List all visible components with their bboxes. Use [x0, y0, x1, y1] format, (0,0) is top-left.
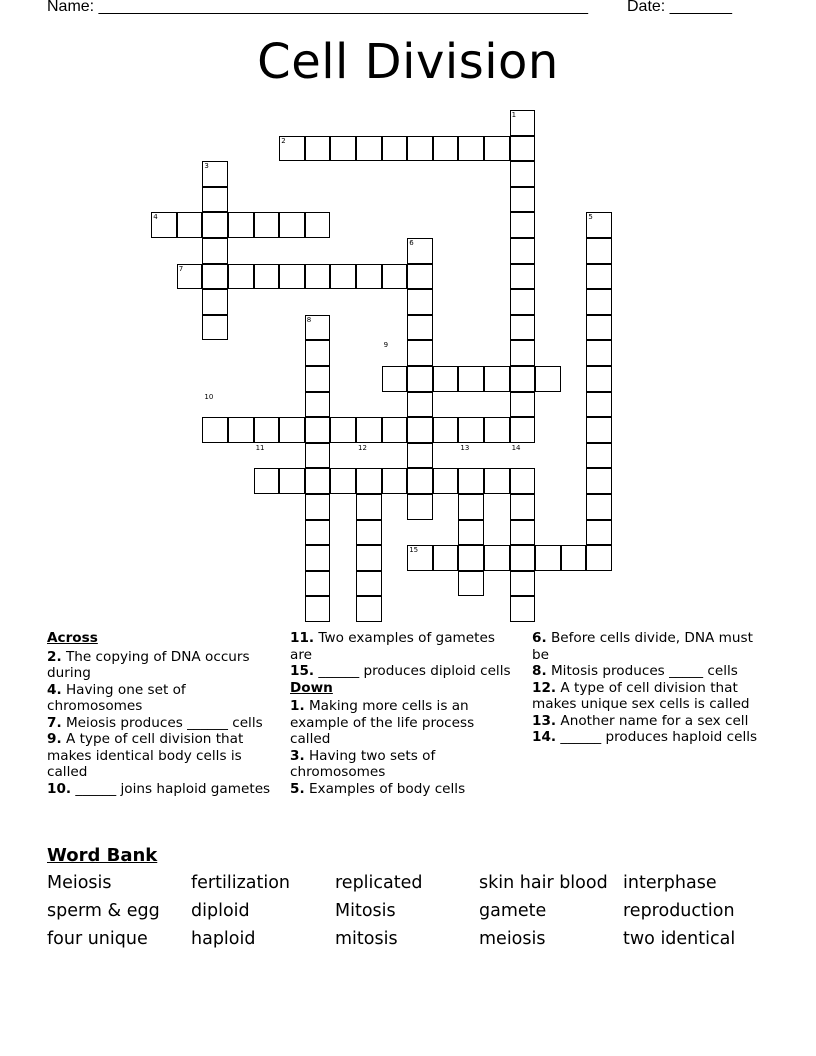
grid-cell[interactable]: [561, 545, 587, 571]
grid-cell[interactable]: [586, 468, 612, 494]
word-bank-item: gamete: [479, 901, 547, 921]
grid-cell[interactable]: [305, 212, 331, 238]
grid-cell[interactable]: [177, 264, 203, 290]
grid-cell[interactable]: [510, 136, 536, 162]
date-field-label[interactable]: Date: _______: [627, 0, 732, 15]
grid-cell[interactable]: [458, 136, 484, 162]
clue-number-label: 11.: [290, 630, 315, 646]
grid-cell[interactable]: [510, 571, 536, 597]
word-bank-item: haploid: [191, 929, 256, 949]
grid-cell[interactable]: [356, 417, 382, 443]
grid-cell[interactable]: [510, 315, 536, 341]
grid-cell[interactable]: [510, 366, 536, 392]
grid-cell[interactable]: [433, 136, 459, 162]
grid-cell[interactable]: [202, 238, 228, 264]
clue-number: 1: [511, 111, 517, 119]
grid-cell[interactable]: [356, 545, 382, 571]
grid-cell[interactable]: [433, 468, 459, 494]
grid-cell[interactable]: [586, 545, 612, 571]
grid-cell[interactable]: [458, 571, 484, 597]
grid-cell[interactable]: [586, 340, 612, 366]
grid-cell[interactable]: [279, 468, 305, 494]
grid-cell[interactable]: [356, 520, 382, 546]
grid-cell[interactable]: [510, 494, 536, 520]
clue: [47, 682, 272, 715]
clues-column-2: [290, 630, 515, 797]
clue-number: 14: [511, 443, 521, 452]
grid-cell[interactable]: [433, 545, 459, 571]
grid-cell[interactable]: [433, 366, 459, 392]
clue: [290, 630, 515, 663]
grid-cell[interactable]: [586, 443, 612, 469]
grid-cell[interactable]: [510, 392, 536, 418]
clue-text: ______ produces diploid cells: [314, 663, 511, 679]
grid-cell[interactable]: [407, 238, 433, 264]
clue-number: 4: [153, 213, 158, 222]
grid-cell[interactable]: [484, 417, 510, 443]
grid-cell[interactable]: [535, 366, 561, 392]
grid-cell[interactable]: [228, 212, 254, 238]
word-bank-item: interphase: [623, 873, 717, 893]
grid-cell[interactable]: [510, 161, 536, 187]
clue-number-label: 12.: [532, 679, 557, 696]
clue-number: 7: [178, 264, 184, 273]
grid-cell[interactable]: [202, 315, 228, 341]
grid-cell[interactable]: [305, 520, 331, 546]
clue-number-label: 5.: [290, 780, 305, 797]
clue-number: 9: [383, 341, 389, 350]
grid-cell[interactable]: [356, 136, 382, 162]
grid-cell[interactable]: [382, 468, 408, 494]
word-bank-item: sperm & egg: [47, 901, 160, 921]
clue: [532, 663, 770, 680]
across-clue-list-continued: [290, 630, 515, 680]
grid-cell[interactable]: [202, 264, 228, 290]
grid-cell[interactable]: [305, 596, 331, 622]
grid-cell[interactable]: [433, 417, 459, 443]
clue-number: 3: [204, 162, 209, 171]
grid-cell[interactable]: [407, 417, 433, 443]
across-clue-list: [47, 649, 272, 798]
grid-cell[interactable]: [407, 545, 433, 571]
across-heading: Across: [47, 630, 98, 646]
grid-cell[interactable]: [202, 212, 228, 238]
clue: [47, 649, 272, 682]
grid-cell[interactable]: [586, 212, 612, 238]
grid-cell[interactable]: [305, 571, 331, 597]
grid-cell[interactable]: [458, 494, 484, 520]
clue-number: 2: [281, 136, 286, 145]
clue-text: Examples of body cells: [304, 780, 466, 797]
grid-cell[interactable]: [305, 545, 331, 571]
grid-cell[interactable]: [356, 596, 382, 622]
grid-cell[interactable]: [407, 136, 433, 162]
clue-number-label: 7.: [47, 714, 62, 731]
clues-column-1: [47, 630, 272, 797]
clue: [47, 781, 272, 798]
clue-number-label: 14.: [532, 729, 557, 745]
grid-cell[interactable]: [202, 289, 228, 315]
grid-cell[interactable]: [228, 264, 254, 290]
grid-cell[interactable]: [407, 494, 433, 520]
grid-cell[interactable]: [458, 520, 484, 546]
grid-cell[interactable]: [202, 161, 228, 187]
grid-cell[interactable]: [305, 340, 331, 366]
grid-cell[interactable]: [407, 264, 433, 290]
grid-cell[interactable]: [586, 417, 612, 443]
grid-cell[interactable]: [586, 520, 612, 546]
grid-cell[interactable]: [586, 264, 612, 290]
grid-cell[interactable]: [510, 596, 536, 622]
word-bank-title: Word Bank: [47, 845, 158, 866]
grid-cell[interactable]: [177, 212, 203, 238]
grid-cell[interactable]: [305, 264, 331, 290]
grid-cell[interactable]: [535, 545, 561, 571]
grid-cell[interactable]: [510, 110, 536, 136]
clue: [47, 715, 272, 732]
clues-column-3: [532, 630, 770, 746]
grid-cell[interactable]: [356, 264, 382, 290]
clue-number-label: 2.: [47, 648, 62, 665]
grid-cell[interactable]: [407, 468, 433, 494]
clue-number: 8: [306, 315, 312, 324]
clue-number: 10: [204, 392, 214, 401]
clue-number: 13: [460, 443, 470, 452]
grid-cell[interactable]: [484, 136, 510, 162]
grid-cell[interactable]: [356, 571, 382, 597]
word-bank-item: fertilization: [191, 873, 291, 893]
clue-number-label: 9.: [47, 731, 62, 747]
grid-cell[interactable]: [382, 417, 408, 443]
grid-cell[interactable]: [586, 238, 612, 264]
grid-cell[interactable]: [484, 366, 510, 392]
clue: [290, 698, 515, 748]
clue-number: 5: [588, 213, 593, 222]
clue-text: Meiosis produces ______ cells: [61, 714, 263, 731]
clue-number: 6: [409, 239, 414, 247]
grid-cell[interactable]: [279, 417, 305, 443]
clue-number: 11: [255, 443, 265, 452]
grid-cell[interactable]: [305, 315, 331, 341]
grid-cell[interactable]: [305, 494, 331, 520]
clue-number-label: 1.: [290, 698, 305, 714]
word-bank-item: four unique: [47, 929, 148, 949]
grid-cell[interactable]: [510, 545, 536, 571]
clue: [532, 680, 770, 713]
grid-cell[interactable]: [586, 315, 612, 341]
grid-cell[interactable]: [510, 417, 536, 443]
grid-cell[interactable]: [407, 340, 433, 366]
grid-cell[interactable]: [407, 366, 433, 392]
grid-cell[interactable]: [510, 264, 536, 290]
grid-cell[interactable]: [484, 468, 510, 494]
word-bank-item: diploid: [191, 901, 250, 921]
word-bank-item: mitosis: [335, 929, 398, 949]
grid-cell[interactable]: [356, 468, 382, 494]
clue: [532, 729, 770, 746]
clue-text: The copying of DNA occurs during: [47, 648, 250, 681]
grid-cell[interactable]: [407, 315, 433, 341]
word-bank-item: replicated: [335, 873, 423, 893]
grid-cell[interactable]: [330, 136, 356, 162]
clue-number: 12: [358, 443, 367, 452]
down-heading: Down: [290, 679, 333, 696]
grid-cell[interactable]: [202, 187, 228, 213]
grid-cell[interactable]: [356, 494, 382, 520]
grid-cell[interactable]: [382, 366, 408, 392]
grid-cell[interactable]: [279, 136, 305, 162]
grid-cell[interactable]: [382, 136, 408, 162]
grid-cell[interactable]: [305, 443, 331, 469]
clue-number-label: 10.: [47, 780, 72, 797]
clue-text: Two examples of gametes are: [290, 630, 495, 663]
word-bank-item: Mitosis: [335, 901, 396, 921]
grid-cell[interactable]: [586, 392, 612, 418]
grid-cell[interactable]: [458, 545, 484, 571]
grid-cell[interactable]: [305, 136, 331, 162]
clue-text: ______ joins haploid gametes: [71, 780, 271, 797]
clue-number: 15: [409, 546, 419, 555]
grid-cell[interactable]: [228, 417, 254, 443]
grid-cell[interactable]: [510, 468, 536, 494]
grid-cell[interactable]: [407, 392, 433, 418]
clue-number-label: 6.: [532, 630, 547, 646]
name-field-label[interactable]: Name: _______________________________________________________: [47, 0, 588, 15]
grid-cell[interactable]: [458, 366, 484, 392]
grid-cell[interactable]: [484, 545, 510, 571]
grid-cell[interactable]: [305, 417, 331, 443]
clue: [47, 731, 272, 781]
grid-cell[interactable]: [254, 417, 280, 443]
grid-cell[interactable]: [458, 417, 484, 443]
down-clue-list-continued: [532, 630, 770, 746]
grid-cell[interactable]: [407, 443, 433, 469]
page-title: Cell Division: [257, 34, 559, 90]
word-bank: [47, 873, 767, 950]
grid-cell[interactable]: [254, 212, 280, 238]
clue-text: Before cells divide, DNA must be: [532, 630, 753, 663]
clue-text: Another name for a sex cell: [556, 712, 749, 729]
grid-cell[interactable]: [254, 264, 280, 290]
grid-cell[interactable]: [510, 238, 536, 264]
grid-cell[interactable]: [330, 417, 356, 443]
clue-text: Having one set of chromosomes: [47, 681, 186, 714]
grid-cell[interactable]: [305, 366, 331, 392]
grid-cell[interactable]: [254, 468, 280, 494]
clue-text: A type of cell division that makes unique sex cells is called: [532, 679, 750, 712]
grid-cell[interactable]: [151, 212, 177, 238]
grid-cell[interactable]: [330, 264, 356, 290]
grid-cell[interactable]: [407, 289, 433, 315]
clue: [532, 630, 770, 663]
grid-cell[interactable]: [202, 417, 228, 443]
clue: [290, 748, 515, 781]
clue-text: Having two sets of chromosomes: [290, 747, 436, 780]
grid-cell[interactable]: [279, 212, 305, 238]
clue-text: Making more cells is an example of the life process called: [290, 698, 475, 747]
word-bank-item: two identical: [623, 929, 736, 949]
grid-cell[interactable]: [510, 289, 536, 315]
clue-number-label: 13.: [532, 712, 557, 729]
clue-text: A type of cell division that makes identical body cells is called: [47, 731, 244, 780]
word-bank-item: Meiosis: [47, 873, 112, 893]
grid-cell[interactable]: [305, 468, 331, 494]
grid-cell[interactable]: [510, 340, 536, 366]
grid-cell[interactable]: [510, 212, 536, 238]
grid-cell[interactable]: [382, 264, 408, 290]
down-clue-list: [290, 698, 515, 797]
clue-number-label: 4.: [47, 681, 62, 698]
grid-cell[interactable]: [586, 289, 612, 315]
word-bank-item: meiosis: [479, 929, 546, 949]
word-bank-item: reproduction: [623, 901, 735, 921]
clue-number-label: 15.: [290, 663, 315, 679]
grid-cell[interactable]: [510, 520, 536, 546]
clue-number-label: 8.: [532, 663, 547, 679]
clue-text: ______ produces haploid cells: [556, 729, 758, 745]
clue: [290, 663, 515, 680]
word-bank-item: skin hair blood: [479, 873, 608, 893]
clue-text: Mitosis produces _____ cells: [546, 663, 738, 679]
clue-number-label: 3.: [290, 747, 305, 764]
grid-cell[interactable]: [330, 468, 356, 494]
grid-cell[interactable]: [510, 187, 536, 213]
grid-cell[interactable]: [586, 366, 612, 392]
grid-cell[interactable]: [458, 468, 484, 494]
clue: [532, 713, 770, 730]
grid-cell[interactable]: [586, 494, 612, 520]
grid-cell[interactable]: [279, 264, 305, 290]
grid-cell[interactable]: [305, 392, 331, 418]
clue: [290, 781, 515, 798]
